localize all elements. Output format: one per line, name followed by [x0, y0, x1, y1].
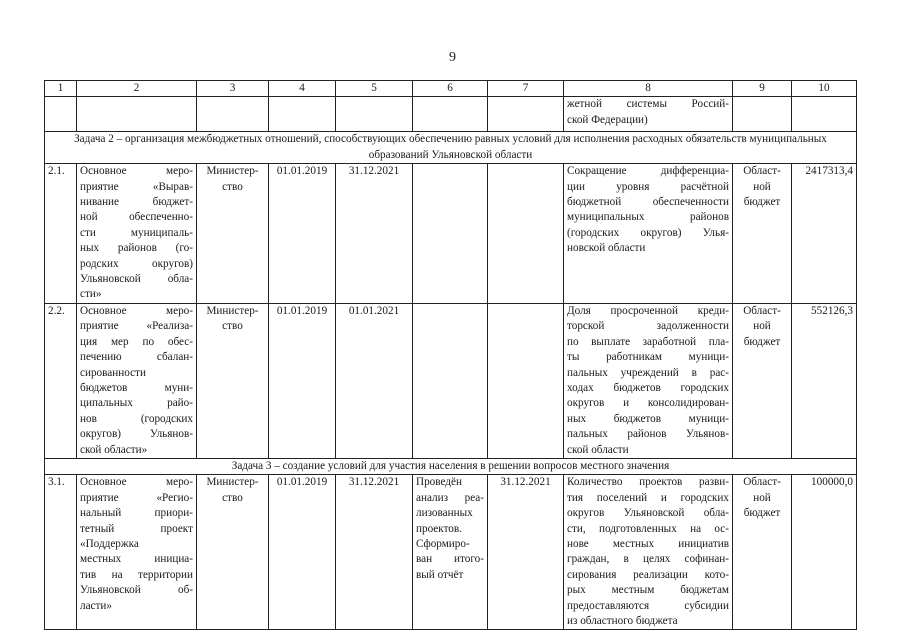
indicator-cell: [564, 164, 733, 304]
text-line: Министер-: [206, 304, 259, 317]
row-number: 3.1.: [45, 475, 77, 630]
indicator-cell: [564, 97, 733, 132]
executor-cell: [197, 475, 269, 630]
text-line: ных бюджетов муници-: [567, 412, 729, 425]
table-row: [45, 303, 857, 458]
text-line: из областного бюджета: [567, 615, 678, 627]
text-line: округов) Ульянов-: [80, 428, 193, 441]
result-cell: [413, 475, 488, 630]
text-line: бюджетов муни-: [80, 381, 193, 394]
text-line: округов и консолидирован-: [567, 397, 729, 410]
funding-source-cell: [733, 303, 792, 458]
text-line: бюджет: [743, 335, 781, 348]
text-line: Ульяновской об-: [80, 584, 193, 597]
text-line: ной: [753, 180, 771, 193]
header-cell: 1: [45, 81, 77, 97]
text-line: нове местных инициатив: [567, 537, 729, 550]
task-2-row: [45, 132, 857, 164]
text-line: сти муниципаль-: [80, 226, 193, 239]
amount-cell: 552126,3: [792, 303, 857, 458]
text-line: округов Ульяновской обла-: [567, 507, 729, 520]
amount-cell: 100000,0: [792, 475, 857, 630]
result-date-cell: [488, 303, 564, 458]
text-line: лизованных: [416, 507, 473, 520]
result-date-cell: 31.12.2021: [488, 475, 564, 630]
header-cell: 8: [564, 81, 733, 97]
text-line: печению сбалан-: [80, 351, 193, 364]
text-line: бюджетной обеспеченности: [567, 196, 729, 209]
event-cell: [77, 164, 197, 304]
text-line: приятие «Вырав-: [80, 180, 193, 193]
text-line: ской области: [567, 443, 629, 456]
text-line: граждан, в целях софинан-: [567, 553, 729, 566]
start-date-cell: 01.01.2019: [269, 303, 336, 458]
text-line: Министер-: [206, 165, 259, 178]
text-line: ходах бюджетов городских: [567, 381, 729, 394]
text-line: торской задолженности: [567, 320, 729, 333]
header-row: [45, 81, 857, 97]
text-line: ной: [753, 491, 771, 504]
text-line: сирования реализации кото-: [567, 568, 729, 581]
text-line: сти, подготовленных на ос-: [567, 522, 729, 535]
text-line: Ульяновской обла-: [80, 273, 193, 286]
text-line: ной: [753, 320, 771, 333]
text-line: Доля просроченной креди-: [567, 304, 729, 317]
text-line: тетный проект: [80, 522, 193, 535]
text-line: Основное меро-: [80, 476, 193, 489]
text-line: Количество проектов разви-: [567, 476, 729, 489]
text-line: Сокращение дифференциа-: [567, 165, 729, 178]
text-line: местных инициа-: [80, 553, 193, 566]
header-cell: 7: [488, 81, 564, 97]
end-date-cell: 01.01.2021: [336, 303, 413, 458]
text-line: сти»: [80, 288, 102, 301]
executor-cell: [197, 303, 269, 458]
text-line: анализ реа-: [416, 491, 484, 504]
text-line: нов (городских: [80, 412, 193, 425]
task-3-row: [45, 458, 857, 474]
text-line: Проведён: [416, 476, 462, 489]
text-line: (городских округов) Улья-: [567, 226, 729, 239]
text-line: Област-: [743, 476, 781, 489]
event-cell: [77, 303, 197, 458]
page-number: 9: [449, 50, 456, 65]
text-line: сированности: [80, 366, 146, 379]
text-line: новской области: [567, 242, 646, 255]
text-line: муниципальных районов: [567, 211, 729, 224]
text-line: ван итого-: [416, 553, 484, 566]
text-line: ство: [222, 180, 243, 193]
result-date-cell: [488, 164, 564, 304]
program-table: [44, 80, 857, 630]
text-line: пальных районов Ульянов-: [567, 428, 729, 441]
text-line: нивание бюджет-: [80, 196, 193, 209]
text-line: ных районов (го-: [80, 242, 193, 255]
start-date-cell: 01.01.2019: [269, 164, 336, 304]
text-line: родских округов): [80, 257, 193, 270]
text-line: по выплате заработной пла-: [567, 335, 729, 348]
text-line: ской области»: [80, 443, 148, 456]
header-cell: 9: [733, 81, 792, 97]
text-line: бюджет: [743, 196, 781, 209]
header-cell: 6: [413, 81, 488, 97]
result-cell: [413, 303, 488, 458]
event-cell: [77, 475, 197, 630]
text-line: бюджет: [743, 507, 781, 520]
text-line: предоставляются субсидии: [567, 599, 729, 612]
text-line: проектов.: [416, 522, 462, 535]
row-number: 2.1.: [45, 164, 77, 304]
continuation-row: [45, 97, 857, 132]
header-cell: 2: [77, 81, 197, 97]
executor-cell: [197, 164, 269, 304]
indicator-cell: [564, 475, 733, 630]
header-cell: 4: [269, 81, 336, 97]
header-cell: 10: [792, 81, 857, 97]
text-line: нальный приори-: [80, 507, 193, 520]
text-line: Област-: [743, 165, 781, 178]
task-3-heading: Задача 3 – создание условий для участия населения в решении вопросов местного значения: [45, 458, 857, 474]
text-line: рых местным бюджетам: [567, 584, 729, 597]
amount-cell: 2417313,4: [792, 164, 857, 304]
text-line: жетной системы Россий-: [567, 98, 729, 111]
text-line: приятие «Регио-: [80, 491, 193, 504]
funding-source-cell: [733, 164, 792, 304]
text-line: пальных учреждений в рас-: [567, 366, 729, 379]
text-line: ции уровня расчётной: [567, 180, 729, 193]
indicator-cell: [564, 303, 733, 458]
text-line: ской Федерации): [567, 113, 648, 126]
end-date-cell: 31.12.2021: [336, 475, 413, 630]
text-line: Министер-: [206, 476, 259, 489]
text-line: Основное меро-: [80, 165, 193, 178]
text-line: ципальных райо-: [80, 397, 193, 410]
text-line: ласти»: [80, 599, 112, 612]
text-line: «Поддержка: [80, 537, 139, 550]
text-line: Област-: [743, 304, 781, 317]
text-line: ция мер по обес-: [80, 335, 193, 348]
text-line: тия поселений и городских: [567, 491, 729, 504]
text-line: вый отчёт: [416, 568, 464, 581]
text-line: ной обеспеченно-: [80, 211, 193, 224]
text-line: Основное меро-: [80, 304, 193, 317]
text-line: ство: [222, 320, 243, 333]
header-cell: 5: [336, 81, 413, 97]
text-line: тив на территории: [80, 568, 193, 581]
end-date-cell: 31.12.2021: [336, 164, 413, 304]
text-line: приятие «Реализа-: [80, 320, 193, 333]
table-row: [45, 164, 857, 304]
text-line: Сформиро-: [416, 537, 470, 550]
text-line: ты работникам муници-: [567, 351, 729, 364]
row-number: 2.2.: [45, 303, 77, 458]
table-row: [45, 475, 857, 630]
text-line: ство: [222, 491, 243, 504]
task-2-heading: Задача 2 – организация межбюджетных отношений, способствующих обеспечению равных условий для исполнения расходных обязательств муниципальных образований Ульяновской области: [45, 132, 857, 164]
header-cell: 3: [197, 81, 269, 97]
funding-source-cell: [733, 475, 792, 630]
result-cell: [413, 164, 488, 304]
start-date-cell: 01.01.2019: [269, 475, 336, 630]
